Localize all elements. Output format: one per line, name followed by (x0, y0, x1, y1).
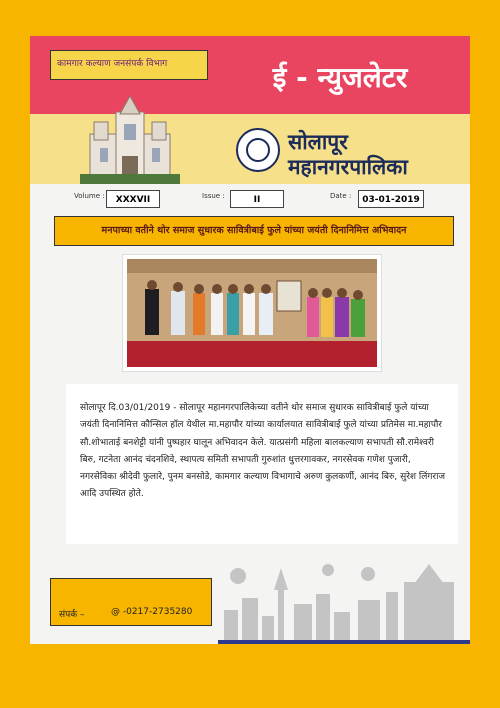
volume-value: XXXVII (106, 190, 160, 208)
article-text: सोलापूर दि.03/01/2019 - सोलापूर महानगरपालिकेच्या वतीने थोर समाज सुधारक सावित्रीबाई फुले यांच्या जयंती दिनानिमित्त कौन्सिल हॉल येथील मा.महापौर यांच्या कार्यालयात सावित्रीबाई फुले यांच्या प्रतिमेस मा.महापौर सौ.शोभाताई बनशेट्टी यांनी पुष्पहार घालून अभिवादन केले. यात्प्रसंगी महिला बालकल्याण सभापती सौ.रामेश्वरी बिरु, गटनेता आनंद चंदनशिवे, स्थापत्य समिती सभापती गुरुशांत धुत्तरगावकर, नगरसेवक गणेश पुजारी, नगरसेविका श्रीदेवी फुलारे, पुनम बनसोडे, कामगार कल्याण विभागाचे अरुण कुलकर्णी, आनंद बिरु, सुरेश लिंगराज आदि उपस्थित होते. (66, 384, 458, 544)
corporation-name-line1: सोलापूर (288, 130, 348, 154)
volume-label: Volume : (74, 192, 105, 200)
issue-value: II (230, 190, 284, 208)
event-photo (122, 254, 382, 372)
date-value: 03-01-2019 (358, 190, 424, 208)
department-label: कामगार कल्याण जनसंपर्क विभाग (50, 50, 208, 80)
newsletter-title: ई - न्युजलेटर (272, 61, 408, 94)
contact-phone: @ -0217-2735280 (111, 607, 193, 617)
corporation-seal-icon (236, 128, 280, 172)
municipal-building-image (76, 94, 184, 184)
city-skyline-graphic (218, 558, 470, 644)
date-label: Date : (330, 192, 352, 200)
newsletter-page (30, 36, 470, 644)
issue-label: Issue : (202, 192, 225, 200)
contact-label: संपर्क – (59, 610, 85, 620)
headline-banner: मनपाच्या वतीने थोर समाज सुधारक सावित्रीबाई फुले यांच्या जयंती दिनानिमित्त अभिवादन (54, 216, 454, 246)
footer (30, 548, 470, 644)
masthead (30, 36, 470, 184)
corporation-name-line2: महानगरपालिका (288, 155, 408, 179)
contact-box (50, 578, 212, 626)
